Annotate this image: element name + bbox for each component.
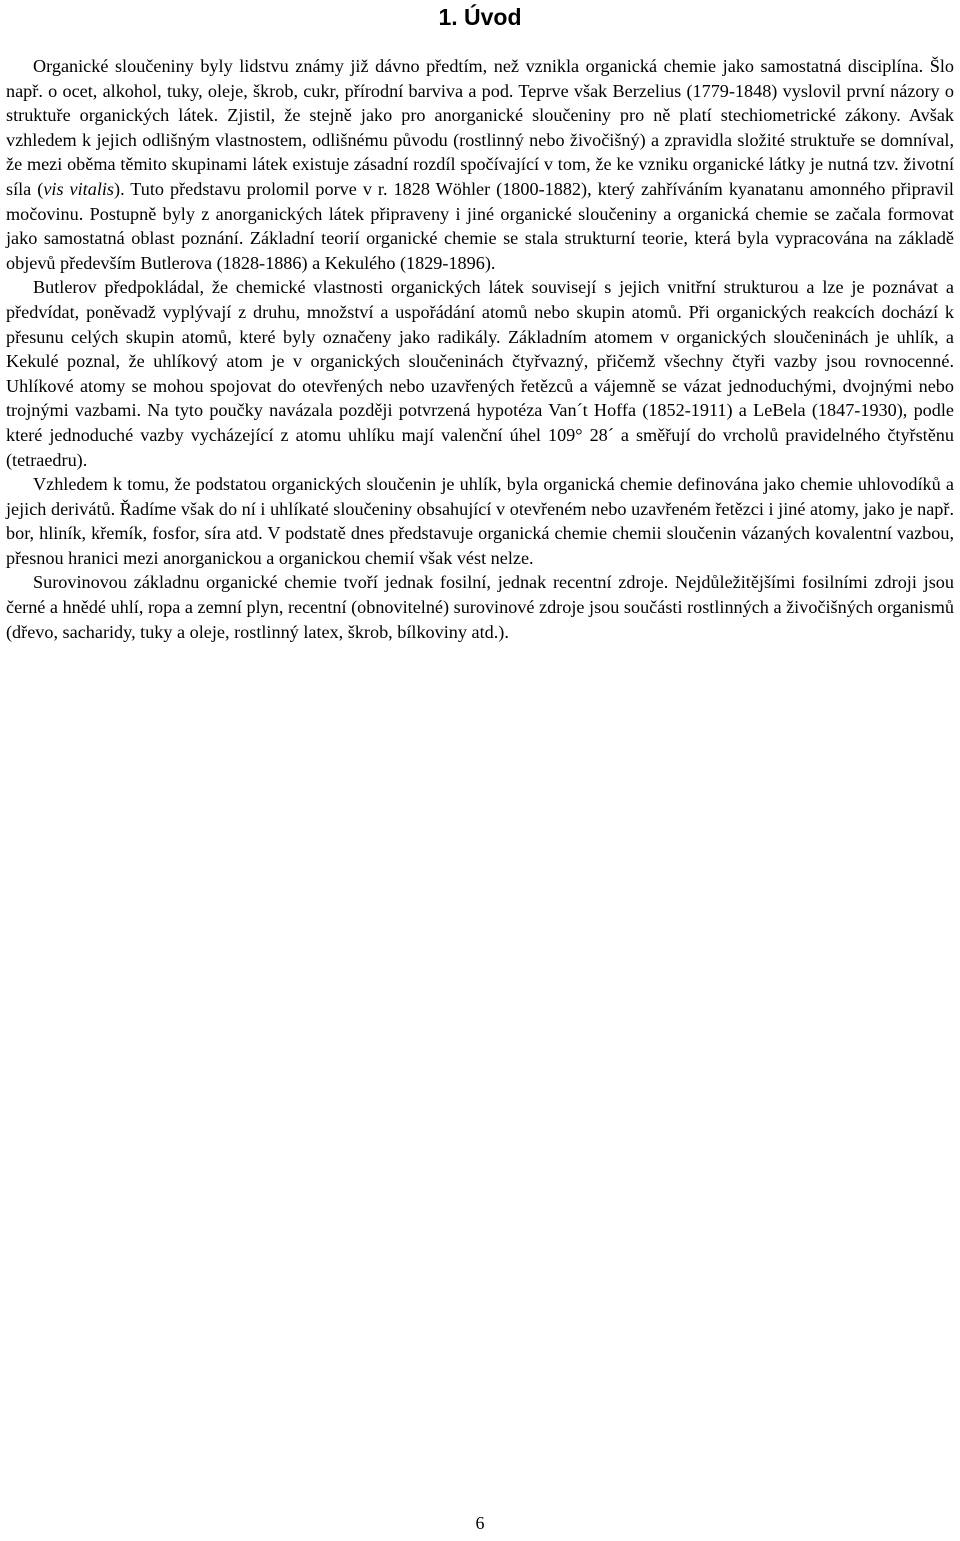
- paragraph-text: Surovinovou základnu organické chemie tvoří jednak fosilní, jednak recentní zdroje. Nejdůležitějšími fosilními zdroji jsou černé a hnědé uhlí, ropa a zemní plyn, recentní (obnovitelné) surovinové zdroje jsou součásti rostlinných a živočišných organismů (dřevo, sacharidy, tuky a oleje, rostlinný latex, škrob, bílkoviny atd.).: [6, 572, 954, 642]
- paragraph-text: Butlerov předpokládal, že chemické vlastnosti organických látek souvisejí s jejich vnitřní strukturou a lze je poznávat a předvídat, poněvadž vyplývají z druhu, množství a uspořádání atomů nebo skupin atomů. Při organických reakcích dochází k přesunu celých skupin atomů, které byly označeny jako radikály. Základním atomem v organických sloučeninách je uhlík, a Kekulé poznal, že uhlíkový atom je v organických sloučeninách čtyřvazný, přičemž všechny čtyři vazby jsou rovnocenné. Uhlíkové atomy se mohou spojovat do otevřených nebo uzavřených řetězců a vájemně se vázat jednoduchými, dvojnými nebo trojnými vazbami. Na tyto poučky navázala později potvrzená hypotéza Van´t Hoffa (1852-1911) a LeBela (1847-1930), podle které jednoduché vazby vycházející z atomu uhlíku mají valenční úhel 109° 28´ a směřují do vrcholů pravidelného čtyřstěnu (tetraedru).: [6, 277, 954, 470]
- paragraph-definition: [6, 472, 954, 570]
- body-text: [6, 54, 954, 644]
- page-number: 6: [475, 1513, 485, 1533]
- paragraph-text: Vzhledem k tomu, že podstatou organických sloučenin je uhlík, byla organická chemie definována jako chemie uhlovodíků a jejich derivátů. Řadíme však do ní i uhlíkaté sloučeniny obsahující v otevřeném nebo uzavřeném řetězci i jiné atomy, jako je např. bor, hliník, křemík, fosfor, síra atd. V podstatě dnes představuje organická chemie chemii sloučenin vázaných kovalentní vazbou, přesnou hranici mezi anorganickou a organickou chemií však vést nelze.: [6, 474, 954, 568]
- paragraph-text: Organické sloučeniny byly lidstvu známy již dávno předtím, než vznikla organická chemie jako samostatná disciplína. Šlo např. o ocet, alkohol, tuky, oleje, škrob, cukr, přírodní barviva a pod. Teprve však Berzelius (1779-1848) vyslovil první názory o struktuře organických látek. Zjistil, že stejně jako pro anorganické sloučeniny pro ně platí stechiometrické zákony. Avšak vzhledem k jejich odlišným vlastnostem, odlišnému původu (rostlinný nebo živočišný) a zpravidla složité struktuře se domníval, že mezi oběma těmito skupinami látek existuje zásadní rozdíl spočívající v tom, že ke vzniku organické látky je nutná tzv. životní síla (: [6, 56, 954, 199]
- paragraph-butlerov: [6, 275, 954, 472]
- page-title: 1. Úvod: [438, 4, 522, 30]
- paragraph-text: ). Tuto představu prolomil porve v r. 1828 Wöhler (1800-1882), který zahříváním kyanatanu amonného připravil močovinu. Postupně byly z anorganických látek připraveny i jiné organické sloučeniny a organická chemie se začala formovat jako samostatná oblast poznání. Základní teorií organické chemie se stala strukturní teorie, která byla vypracována na základě objevů především Butlerova (1828-1886) a Kekulého (1829-1896).: [6, 178, 954, 273]
- paragraph-raw-materials: [6, 570, 954, 644]
- latin-term: vis vitalis: [43, 178, 115, 199]
- paragraph-intro: [6, 54, 954, 275]
